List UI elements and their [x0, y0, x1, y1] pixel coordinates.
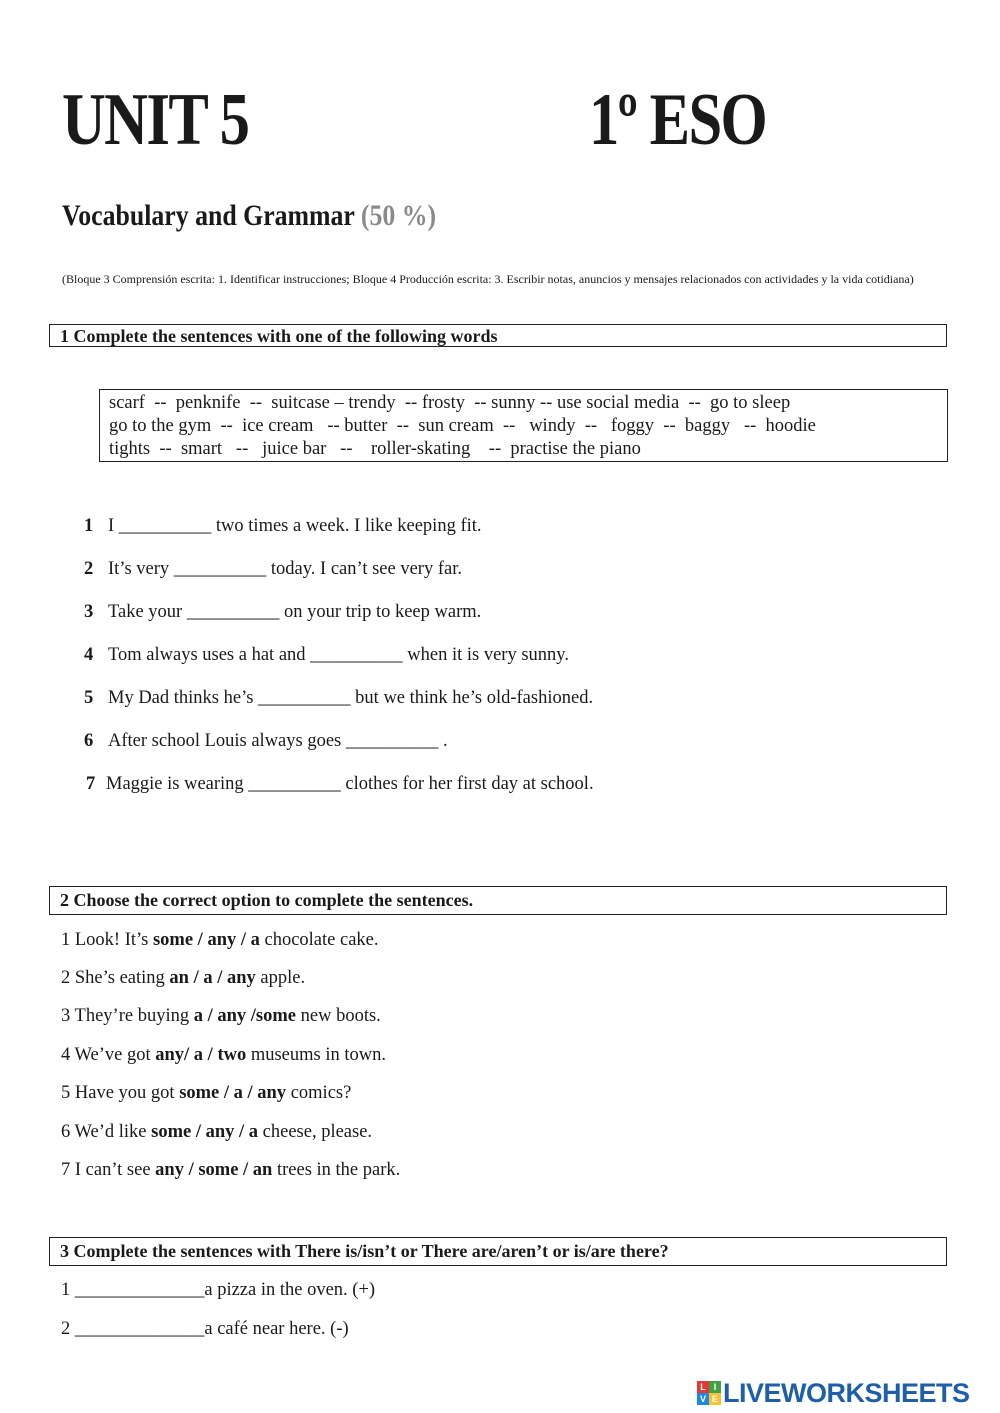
logo-tile: L: [697, 1381, 709, 1393]
answer-options[interactable]: an / a / any: [169, 968, 256, 988]
sentence-text-before: 1 Look! It’s: [61, 930, 153, 950]
word-bank-line: scarf -- penknife -- suitcase – trendy -- frosty -- sunny -- use social media -- go to sleep: [109, 393, 791, 413]
exercise1-sentence: [84, 516, 482, 537]
sentence-text-after: chocolate cake.: [259, 930, 379, 950]
liveworksheets-icon: [697, 1381, 721, 1405]
sentence-text: My Dad thinks he’s __________ but we think he’s old-fashioned.: [108, 688, 594, 708]
answer-options[interactable]: some / any / a: [151, 1122, 259, 1142]
logo-tile: I: [709, 1381, 721, 1393]
exercise1-header: [49, 324, 947, 347]
word-bank: [99, 389, 948, 462]
sentence-text-after: comics?: [286, 1083, 352, 1103]
sentence-number: 6: [84, 731, 94, 751]
exercise2-sentence: [61, 1160, 400, 1181]
answer-options[interactable]: any/ a / two: [155, 1045, 247, 1065]
sentence-text-before: 4 We’ve got: [61, 1045, 156, 1065]
exercise2-sentence: [61, 1083, 351, 1104]
sentence-text-before: 3 They’re buying: [61, 1006, 194, 1026]
sentence-number: 7: [86, 774, 96, 794]
logo-tile: V: [697, 1393, 709, 1405]
sentence-text-after: new boots.: [296, 1006, 381, 1026]
answer-options[interactable]: any / some / an: [155, 1160, 273, 1180]
sentence-text: Maggie is wearing __________ clothes for her first day at school.: [106, 774, 594, 794]
sentence-number: 3: [84, 602, 94, 622]
exercise1-sentence: [86, 774, 594, 795]
sentence-text-before: 5 Have you got: [61, 1083, 180, 1103]
exercise1-sentence: [84, 731, 448, 752]
sentence-text: Tom always uses a hat and __________ when it is very sunny.: [108, 645, 569, 665]
section-heading: [62, 199, 436, 233]
level-title: 1º ESO: [589, 79, 767, 161]
exercise2-sentence: [61, 1122, 372, 1143]
exercise1-sentence: [84, 559, 462, 580]
word-bank-line: go to the gym -- ice cream -- butter -- sun cream -- windy -- foggy -- baggy -- hoodie: [109, 416, 816, 436]
answer-options[interactable]: some / any / a: [152, 930, 260, 950]
unit-title: UNIT 5: [62, 79, 249, 161]
answer-options[interactable]: some / a / any: [179, 1083, 287, 1103]
word-bank-line: tights -- smart -- juice bar -- roller-skating -- practise the piano: [109, 439, 641, 459]
section-percent: (50 %): [360, 199, 437, 232]
exercise3-header: [49, 1237, 947, 1266]
sentence-text: It’s very __________ today. I can’t see very far.: [108, 559, 462, 579]
exercise2-sentence: [61, 930, 379, 951]
sentence-text-before: 2 She’s eating: [61, 968, 170, 988]
curriculum-note: (Bloque 3 Comprensión escrita: 1. Identificar instrucciones; Bloque 4 Producción escrita: 3. Escribir notas, anuncios y mensajes relacionados con actividades y la vida cotidiana): [62, 272, 914, 286]
sentence-number: 4: [84, 645, 94, 665]
sentence-number: 2: [84, 559, 94, 579]
sentence-text-before: 6 We’d like: [61, 1122, 152, 1142]
logo-tile: E: [709, 1393, 721, 1405]
liveworksheets-logo[interactable]: [697, 1378, 970, 1408]
sentence-text-after: museums in town.: [246, 1045, 386, 1065]
sentence-text: After school Louis always goes __________ .: [108, 731, 448, 751]
exercise2-title: 2 Choose the correct option to complete the sentences.: [60, 890, 474, 910]
sentence-text-after: trees in the park.: [272, 1160, 401, 1180]
exercise1-sentence: [84, 602, 481, 623]
liveworksheets-wordmark: LIVEWORKSHEETS: [723, 1377, 970, 1408]
exercise3-sentence[interactable]: 1 ______________a pizza in the oven. (+): [61, 1280, 376, 1300]
section-heading-text: Vocabulary and Grammar: [62, 199, 355, 232]
exercise2-sentence: [61, 1045, 386, 1066]
exercise1-title: 1 Complete the sentences with one of the following words: [60, 326, 498, 346]
sentence-text: I __________ two times a week. I like keeping fit.: [108, 516, 482, 536]
exercise2-sentence: [61, 968, 305, 989]
sentence-text-after: apple.: [255, 968, 306, 988]
sentence-text-after: cheese, please.: [258, 1122, 373, 1142]
exercise1-sentence: [84, 645, 569, 666]
exercise3-title: 3 Complete the sentences with There is/isn’t or There are/aren’t or is/are there?: [60, 1241, 669, 1261]
sentence-text: Take your __________ on your trip to keep warm.: [108, 602, 482, 622]
sentence-number: 5: [84, 688, 94, 708]
exercise2-header: [49, 886, 947, 915]
exercise3-sentence[interactable]: 2 ______________a café near here. (-): [61, 1319, 349, 1339]
exercise2-sentence: [61, 1006, 381, 1027]
sentence-number: 1: [84, 516, 94, 536]
exercise1-sentence: [84, 688, 593, 709]
answer-options[interactable]: a / any /some: [193, 1006, 296, 1026]
sentence-text-before: 7 I can’t see: [61, 1160, 156, 1180]
